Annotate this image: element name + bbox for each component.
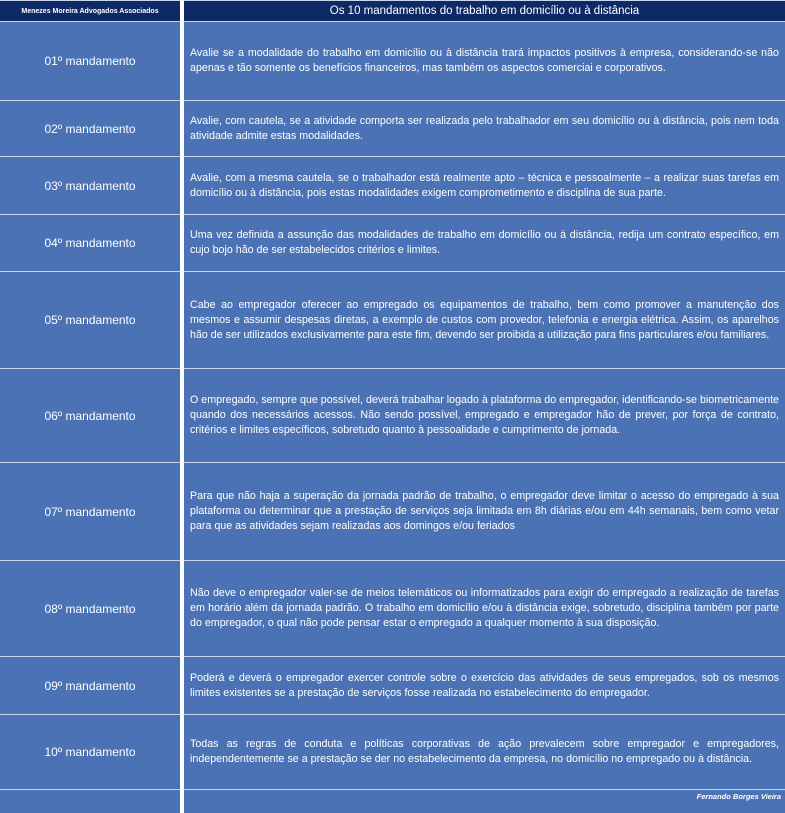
table-row bbox=[0, 368, 785, 462]
mandamento-text: Uma vez definida a assunção das modalidades de trabalho em domicílio ou à distância, redija um contrato específico, em cujo bojo hão de ser estabelecidos critérios e limites. bbox=[190, 229, 779, 256]
mandamento-label: 03º mandamento bbox=[44, 178, 136, 193]
mandamento-label: 06º mandamento bbox=[44, 408, 136, 423]
mandamento-label: 05º mandamento bbox=[44, 313, 136, 327]
mandamento-text: Não deve o empregador valer-se de meios telemáticos ou informatizados para exigir do empregado a realização de tarefas em horário além da jornada padrão. O trabalho em domicílio e/ou à distância exige, sobretudo, disciplina também por parte do empregador, o qual não pode pensar estar o empregado a qualquer momento à sua disposição. bbox=[190, 587, 779, 629]
mandamento-text-cell bbox=[184, 271, 785, 368]
mandamento-label-cell bbox=[0, 714, 182, 789]
table-row bbox=[0, 656, 785, 714]
mandamento-text: Poderá e deverá o empregador exercer controle sobre o exercício das atividades de seus empregados, sob os mesmos limites existentes se a prestação de serviços fosse realizada no estabelecimento do empregador. bbox=[190, 671, 779, 699]
table-row bbox=[0, 214, 785, 271]
table-row bbox=[0, 462, 785, 560]
table-row bbox=[0, 21, 785, 100]
mandamento-label: 08º mandamento bbox=[44, 601, 136, 616]
mandamento-label: 09º mandamento bbox=[44, 678, 136, 693]
mandamento-label: 04º mandamento bbox=[44, 236, 136, 250]
footer-right-cell bbox=[184, 789, 785, 813]
mandamento-text-cell bbox=[184, 156, 785, 214]
mandamento-label: 01º mandamento bbox=[44, 54, 136, 68]
mandamento-label-cell bbox=[0, 368, 182, 462]
table-title-cell bbox=[184, 0, 785, 21]
mandamento-text-cell bbox=[184, 560, 785, 656]
mandamento-text: Avalie, com a mesma cautela, se o trabalhador está realmente apto – técnica e pessoalmente – a realizar suas tarefas em domicílio ou à distância, pois estas modalidades exigem comprometimento e disciplina de sua parte. bbox=[190, 171, 779, 199]
mandamento-text-cell bbox=[184, 100, 785, 156]
mandamento-text: Cabe ao empregador oferecer ao empregado os equipamentos de trabalho, bem como promover a manutenção dos mesmos e assumir despesas diretas, a exemplo de custos com provedor, telefonia e energia elétrica. Assim, os aparelhos hão de ser utilizados exclusivamente para este fim, devendo ser proibida a utilização para fins particulares e/ou familiares. bbox=[190, 298, 779, 341]
table-row bbox=[0, 271, 785, 368]
table-header-row bbox=[0, 0, 785, 21]
mandamento-label-cell bbox=[0, 656, 182, 714]
firm-name: Menezes Moreira Advogados Associados bbox=[21, 7, 159, 15]
table-row bbox=[0, 156, 785, 214]
table-row bbox=[0, 100, 785, 156]
mandamento-label: 07º mandamento bbox=[44, 504, 136, 519]
mandamento-label-cell bbox=[0, 462, 182, 560]
mandamento-label: 02º mandamento bbox=[44, 121, 136, 136]
mandamento-text-cell bbox=[184, 214, 785, 271]
mandamento-text: Avalie se a modalidade do trabalho em domicílio ou à distância trará impactos positivos à empresa, considerando-se não apenas e tão somente os benefícios financeiros, mas também os aspectos comerciai e corporativos. bbox=[190, 47, 779, 74]
mandamento-label-cell bbox=[0, 100, 182, 156]
footer-left-cell bbox=[0, 789, 182, 813]
mandamento-label-cell bbox=[0, 156, 182, 214]
mandamento-text: Todas as regras de conduta e políticas corporativas de ação prevalecem sobre empregador e empregadores, independentemente se a prestação se der no estabelecimento da empresa, no domicílio no empregado ou à distância. bbox=[190, 738, 779, 765]
table-row bbox=[0, 560, 785, 656]
mandamento-text: Avalie, com cautela, se a atividade comporta ser realizada pelo trabalhador em seu domicílio ou à distância, pois nem toda atividade admite estas modalidades. bbox=[190, 114, 779, 142]
table-title: Os 10 mandamentos do trabalho em domicílio ou à distância bbox=[329, 5, 640, 17]
mandamento-label-cell bbox=[0, 271, 182, 368]
mandamento-text: Para que não haja a superação da jornada padrão de trabalho, o empregador deve limitar o acesso do empregado à sua plataforma ou determinar que a prestação de serviços seja limitada em 8h diárias e/ou em 44h semanais, bem como vetar para que as atividades sejam realizadas aos domingos e/ou feriados bbox=[190, 490, 779, 532]
table-row bbox=[0, 714, 785, 789]
mandamento-text-cell bbox=[184, 714, 785, 789]
mandamento-label-cell bbox=[0, 560, 182, 656]
mandamento-text-cell bbox=[184, 21, 785, 100]
mandamento-text: O empregado, sempre que possível, deverá trabalhar logado à plataforma do empregador, identificando-se biometricamente quando dos necessários acessos. Não sendo possível, empregado e empregador hão de prever, por força de contrato, critérios e limites específicos, sobretudo quanto à pessoalidade e cumprimento de jornada. bbox=[190, 394, 779, 436]
mandamento-label-cell bbox=[0, 21, 182, 100]
firm-name-cell bbox=[0, 0, 182, 21]
mandamento-text-cell bbox=[184, 656, 785, 714]
mandamento-text-cell bbox=[184, 368, 785, 462]
author-name: Fernando Borges Vieira bbox=[696, 792, 781, 801]
mandamento-text-cell bbox=[184, 462, 785, 560]
mandamento-label: 10º mandamento bbox=[44, 745, 136, 759]
mandamento-label-cell bbox=[0, 214, 182, 271]
table-footer-row bbox=[0, 789, 785, 813]
